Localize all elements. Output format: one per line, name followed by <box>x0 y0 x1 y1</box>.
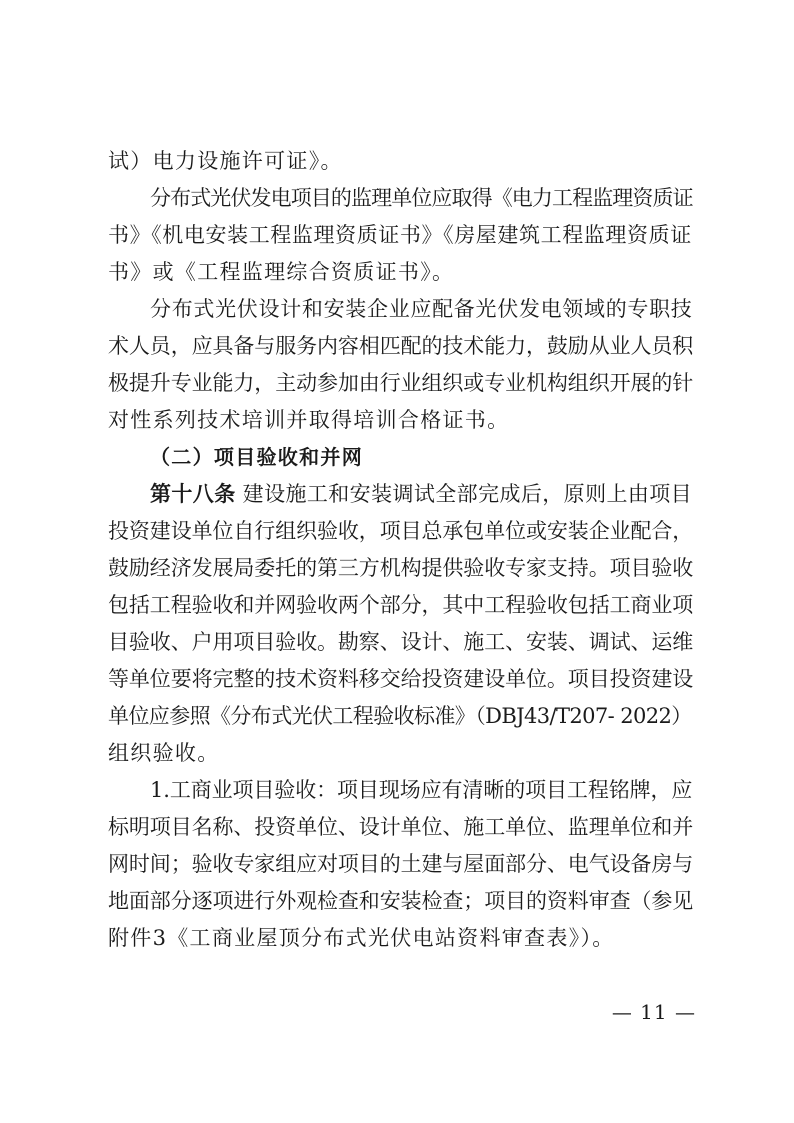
paragraph-supervision-qualification <box>108 180 694 291</box>
paragraph-article-18 <box>108 476 694 772</box>
text-line: 术人员，应具备与服务内容相匹配的技术能力，鼓励从业人员积 <box>108 334 694 358</box>
text-line: 网时间；验收专家组应对项目的土建与屋面部分、电气设备房与 <box>108 852 694 876</box>
text-line: 包括工程验收和并网验收两个部分，其中工程验收包括工商业项 <box>108 593 694 617</box>
text-line: 分布式光伏设计和安装企业应配备光伏发电领域的专职技 <box>150 297 693 321</box>
page-number: — 11 — <box>611 1000 696 1024</box>
text-line: 鼓励经济发展局委托的第三方机构提供验收专家支持。项目验收 <box>108 556 694 580</box>
text-line: 1.工商业项目验收：项目现场应有清晰的项目工程铭牌，应 <box>150 778 693 802</box>
text-line: 等单位要将完整的技术资料移交给投资建设单位。项目投资建设 <box>108 667 694 691</box>
paragraph-technical-staff <box>108 291 694 439</box>
body-text <box>108 143 694 957</box>
text-line: 目验收、户用项目验收。勘察、设计、施工、安装、调试、运维 <box>108 630 694 654</box>
text-line: 分布式光伏发电项目的监理单位应取得《电力工程监理资质证 <box>150 186 693 210</box>
text-line: 书》或《工程监理综合资质证书》。 <box>108 260 455 284</box>
article-number: 第十八条 <box>150 482 236 506</box>
text-line: 试）电力设施许可证》。 <box>108 149 343 173</box>
text-line <box>108 476 694 513</box>
text-line: 极提升专业能力，主动参加由行业组织或专业机构组织开展的针 <box>108 371 694 395</box>
section-heading: （二）项目验收和并网 <box>150 445 363 469</box>
text-line: 标明项目名称、投资单位、设计单位、施工单位、监理单位和并 <box>108 815 694 839</box>
text-line: 组织验收。 <box>108 741 220 765</box>
paragraph-continuation <box>108 143 694 180</box>
text-line: 附件3《工商业屋顶分布式光伏电站资料审查表》）。 <box>108 926 615 950</box>
text-segment: 建设施工和安装调试全部完成后，原则上由项目 <box>235 482 693 506</box>
text-line: 书》《机电安装工程监理资质证书》《房屋建筑工程监理资质证 <box>108 223 692 247</box>
text-line: 单位应参照《分布式光伏工程验收标准》（DBJ43/T207- 2022） <box>108 704 692 728</box>
paragraph-commercial-acceptance <box>108 772 694 957</box>
text-line: 投资建设单位自行组织验收，项目总承包单位或安装企业配合， <box>108 519 694 543</box>
text-line: 地面部分逐项进行外观检查和安装检查；项目的资料审查（参见 <box>108 889 694 913</box>
text-line: 对性系列技术培训并取得培训合格证书。 <box>108 408 510 432</box>
